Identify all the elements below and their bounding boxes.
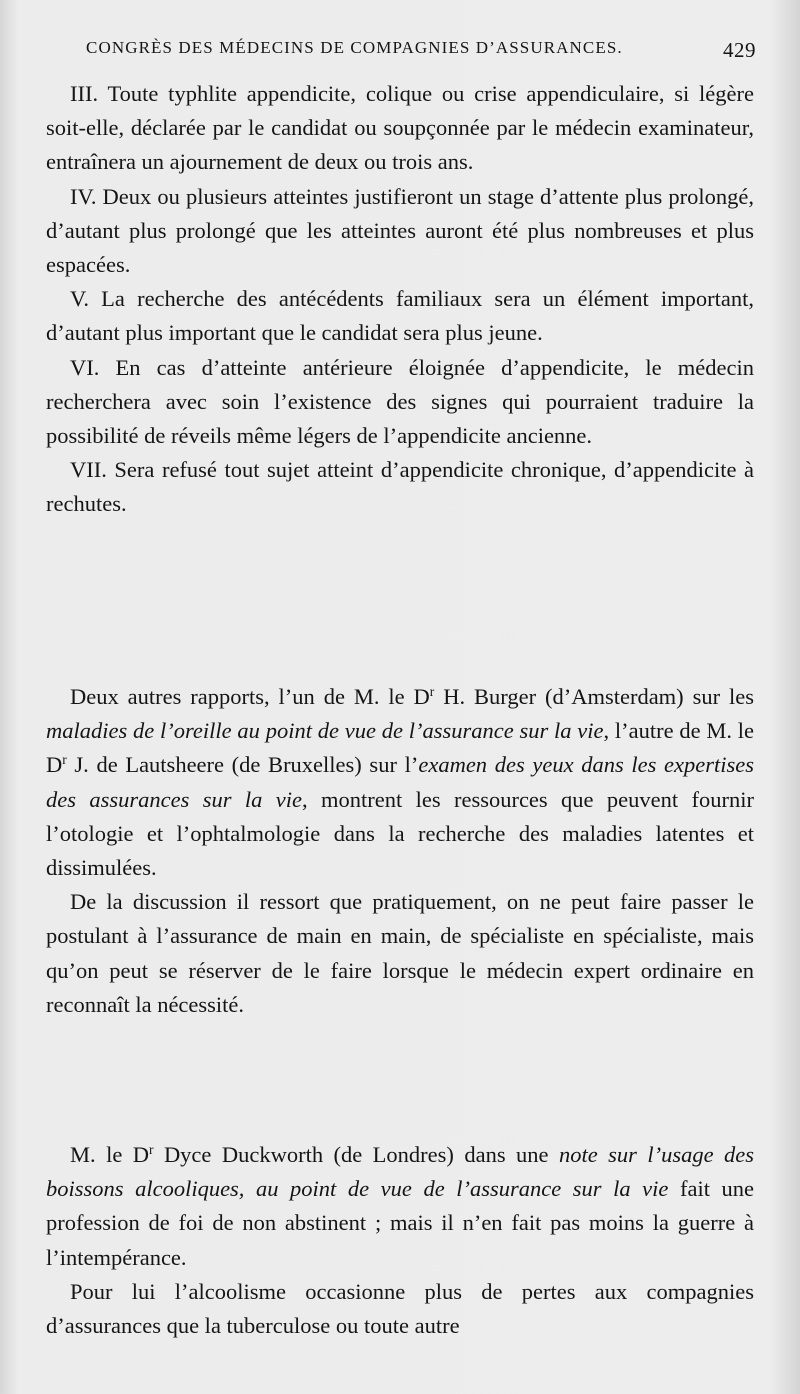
text-block-alcohol <box>46 1138 754 1343</box>
paragraph-alcoholism: Pour lui l’alcoolisme occasionne plus de pertes aux compagnies d’assurances que la tuberculose ou toute autre <box>46 1278 754 1339</box>
page-number: 429 <box>723 38 756 62</box>
paragraph-iii: III. Toute typhlite appendicite, colique ou crise appendiculaire, si légère soit-elle, déclarée par le candidat ou soupçonnée par le médecin examinateur, entraînera un ajournement de deux ou trois ans. <box>46 81 754 175</box>
paragraph-duckworth: M. le $D^r$ Dyce Duckworth (de Londres) dans une note sur l’usage des boissons alcooliques, au point de vue de l’assurance sur la vie fait une profession de foi de non abstinent ; mais il n’en fait pas moins la guerre à l’intempérance. <box>46 1141 754 1270</box>
paragraph-discussion: De la discussion il ressort que pratiquement, on ne peut faire passer le postulant à l’assurance de main en main, de spécialiste en spécialiste, mais qu’on peut se réserver de le faire lorsque le médecin expert ordinaire en reconnaît la nécessité. <box>46 889 754 1017</box>
running-title: CONGRÈS DES MÉDECINS DE COMPAGNIES D’ASSURANCES. <box>86 38 623 57</box>
paragraph-iv: IV. Deux ou plusieurs atteintes justifieront un stage d’attente plus prolongé, d’autant plus prolongé que les atteintes auront été plus nombreuses et plus espacées. <box>46 183 754 278</box>
paragraph-v: V. La recherche des antécédents familiaux sera un élément important, d’autant plus important que le candidat sera plus jeune. <box>46 286 754 346</box>
text-block-recommendations <box>46 77 754 522</box>
text-block-reports <box>46 680 754 1022</box>
paragraph-reports: Deux autres rapports, l’un de M. le $D^r$ H. Burger (d’Amsterdam) sur les maladies de l’oreille au point de vue de l’assurance sur la vie, l’autre de M. le $D^r$ J. de Lautsheere (de Bruxelles) sur l’examen des yeux dans les expertises des assurances sur la vie, montrent les ressources que peuvent fournir l’otologie et l’ophtalmologie dans la recherche des maladies latentes et dissimulées. <box>46 683 754 881</box>
running-header <box>86 38 756 63</box>
paragraph-vii: VII. Sera refusé tout sujet atteint d’appendicite chronique, d’appendicite à rechutes. <box>46 457 754 517</box>
paragraph-vi: VI. En cas d’atteinte antérieure éloignée d’appendicite, le médecin recherchera avec soin l’existence des signes qui pourraient traduire la possibilité de réveils même légers de l’appendicite ancienne. <box>46 354 754 449</box>
